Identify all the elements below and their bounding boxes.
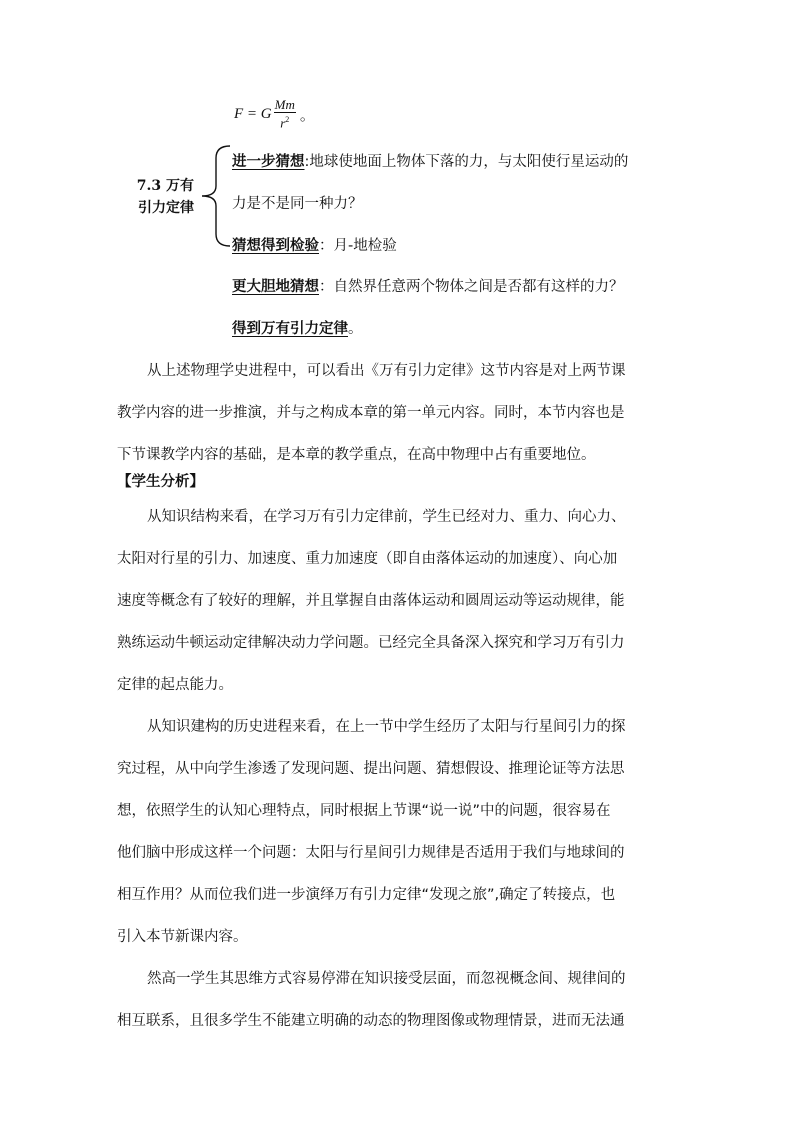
item-term: 进一步猜想 xyxy=(232,154,305,170)
para2-line: 定律的起点能力。 xyxy=(117,677,233,693)
formula-fraction xyxy=(274,98,296,130)
gravitation-formula xyxy=(234,98,315,130)
para3-line: 从知识建构的历史进程来看，在上一节中学生经历了太阳与行星间引力的探 xyxy=(147,719,626,735)
para1-line: 从上述物理学史进程中，可以看出《万有引力定律》这节内容是对上两节课 xyxy=(147,363,626,379)
formula-numerator: Mm xyxy=(274,97,295,112)
formula-lhs: F = G xyxy=(234,105,272,122)
para2-line: 太阳对行星的引力、加速度、重力加速度（即自由落体运动的加速度）、向心加 xyxy=(117,551,618,567)
item-term: 更大胆地猜想 xyxy=(232,279,319,295)
para3-line: 相互作用？从而位我们进一步演绎万有引力定律“发现之旅”,确定了转接点，也 xyxy=(117,887,616,903)
item-law xyxy=(232,317,363,338)
curly-brace-icon xyxy=(196,142,234,250)
para1-line: 教学内容的进一步推演，并与之构成本章的第一单元内容。同时，本节内容也是 xyxy=(117,405,625,421)
student-analysis-heading: 【学生分析】 xyxy=(117,474,204,490)
formula-denominator: r xyxy=(280,115,286,131)
para2-line: 从知识结构来看，在学习万有引力定律前，学生已经对力、重力、向心力、 xyxy=(147,509,626,525)
formula-punct: 。 xyxy=(299,107,315,124)
para2-line: 速度等概念有了较好的理解，并且掌握自由落体运动和圆周运动等运动规律，能 xyxy=(117,593,625,609)
para3-line: 引入本节新课内容。 xyxy=(117,929,248,945)
item-text: 。 xyxy=(348,321,363,337)
para4-line: 然高一学生其思维方式容易停滞在知识接受层面，而忽视概念间、规律间的 xyxy=(147,971,626,987)
item-term: 猜想得到检验 xyxy=(232,238,319,254)
item-bold-guess xyxy=(232,275,624,296)
para1-line: 下节课教学内容的基础，是本章的教学重点，在高中物理中占有重要地位。 xyxy=(117,447,596,463)
section-label xyxy=(118,175,194,219)
para3-line: 想，依照学生的认知心理特点，同时根据上节课“说一说”中的问题，很容易在 xyxy=(117,803,611,819)
item-further-guess-cont: 力是不是同一种力？ xyxy=(232,196,363,212)
item-text: ：自然界任意两个物体之间是否都有这样的力？ xyxy=(319,279,624,295)
para4-line: 相互联系，且很多学生不能建立明确的动态的物理图像或物理情景，进而无法通 xyxy=(117,1013,625,1029)
para3-line: 究过程，从中向学生渗透了发现问题、提出问题、猜想假设、推理论证等方法思 xyxy=(117,761,625,777)
para3-line: 他们脑中形成这样一个问题：太阳与行星间引力规律是否适用于我们与地球间的 xyxy=(117,845,625,861)
item-term: 得到万有引力定律 xyxy=(232,321,348,337)
formula-denominator-wrap xyxy=(280,113,289,130)
section-label-line2: 引力定律 xyxy=(138,200,194,216)
item-text: ：月-地检验 xyxy=(319,238,397,254)
item-text: :地球使地面上物体下落的力，与太阳使行星运动的 xyxy=(304,154,629,170)
formula-exponent: 2 xyxy=(285,115,290,124)
item-verification xyxy=(232,234,397,255)
section-label-line1: 7.3 万有 xyxy=(136,178,194,194)
item-further-guess xyxy=(232,150,628,171)
para2-line: 熟练运动牛顿运动定律解决动力学问题。已经完全具备深入探究和学习万有引力 xyxy=(117,635,625,651)
